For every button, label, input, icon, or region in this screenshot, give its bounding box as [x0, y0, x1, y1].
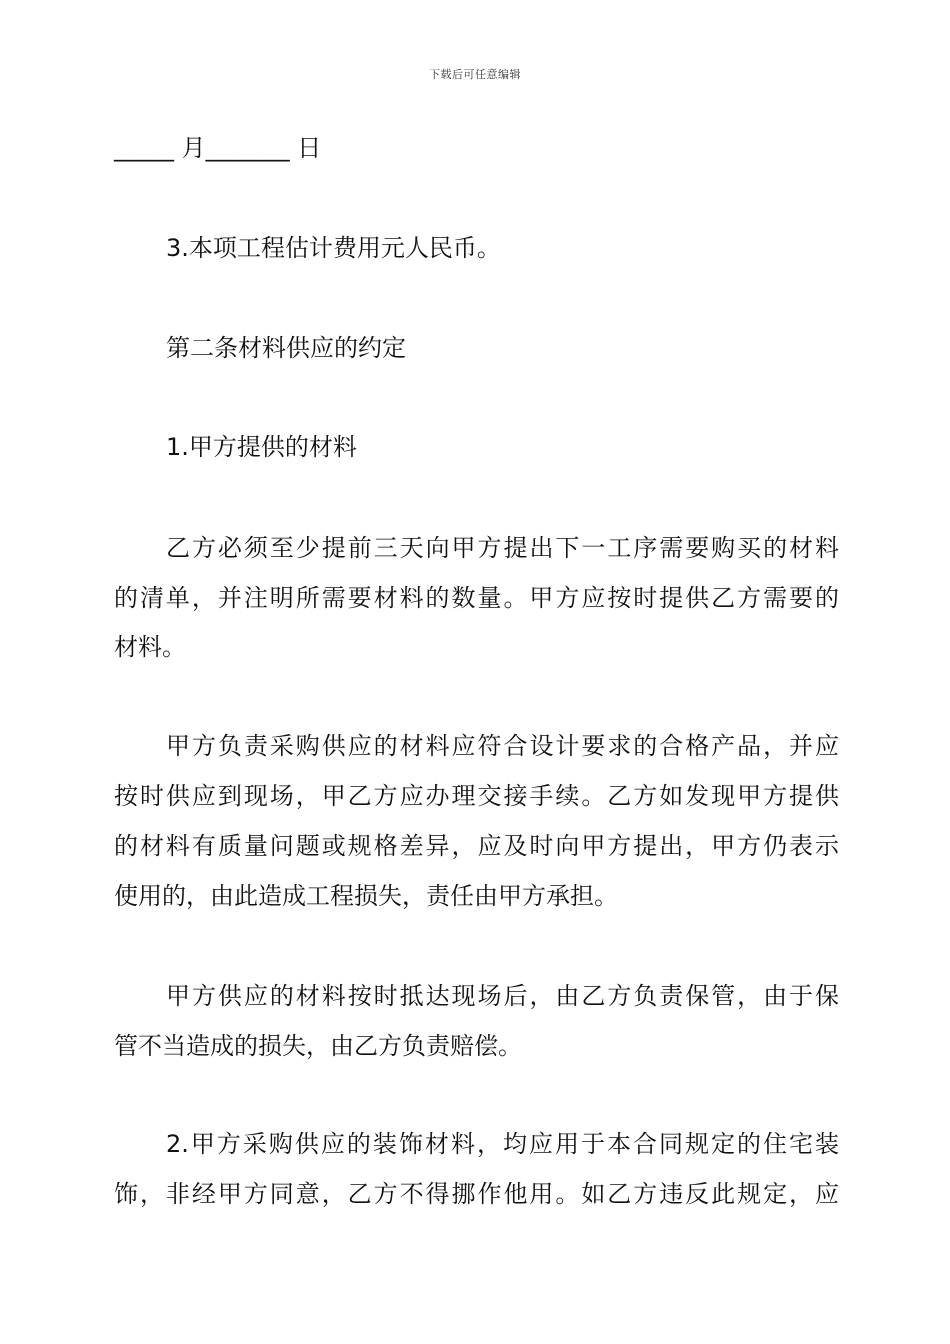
header-note: 下载后可任意编辑: [429, 68, 521, 81]
para-1-line-3: 材料。: [114, 633, 186, 661]
article-2-title: 第二条材料供应的约定: [166, 334, 406, 362]
para-1-line-2: 的清单，并注明所需要材料的数量。甲方应按时提供乙方需要的: [114, 584, 839, 612]
para-2-line-3: 的材料有质量问题或规格差异，应及时向甲方提出，甲方仍表示: [114, 832, 839, 860]
item-3-cost: 3.本项工程估计费用元人民币。: [166, 234, 501, 262]
para-2-line-1: 甲方负责采购供应的材料应符合设计要求的合格产品，并应: [166, 732, 839, 760]
item-1-title: 1.甲方提供的材料: [166, 433, 357, 461]
para-3-line-2: 管不当造成的损失，由乙方负责赔偿。: [114, 1032, 522, 1060]
para-1-line-1: 乙方必须至少提前三天向甲方提出下一工序需要购买的材料: [166, 534, 839, 562]
para-2-line-2: 按时供应到现场，甲乙方应办理交接手续。乙方如发现甲方提供: [114, 782, 839, 810]
para-4-line-2: 饰，非经甲方同意，乙方不得挪作他用。如乙方违反此规定，应: [114, 1180, 839, 1208]
para-3-line-1: 甲方供应的材料按时抵达现场后，由乙方负责保管，由于保: [166, 982, 839, 1010]
para-2-line-4: 使用的，由此造成工程损失，责任由甲方承担。: [114, 882, 618, 910]
para-4-line-1: 2.甲方采购供应的装饰材料，均应用于本合同规定的住宅装: [166, 1130, 839, 1158]
date-line: _____ 月_______ 日: [114, 134, 322, 162]
